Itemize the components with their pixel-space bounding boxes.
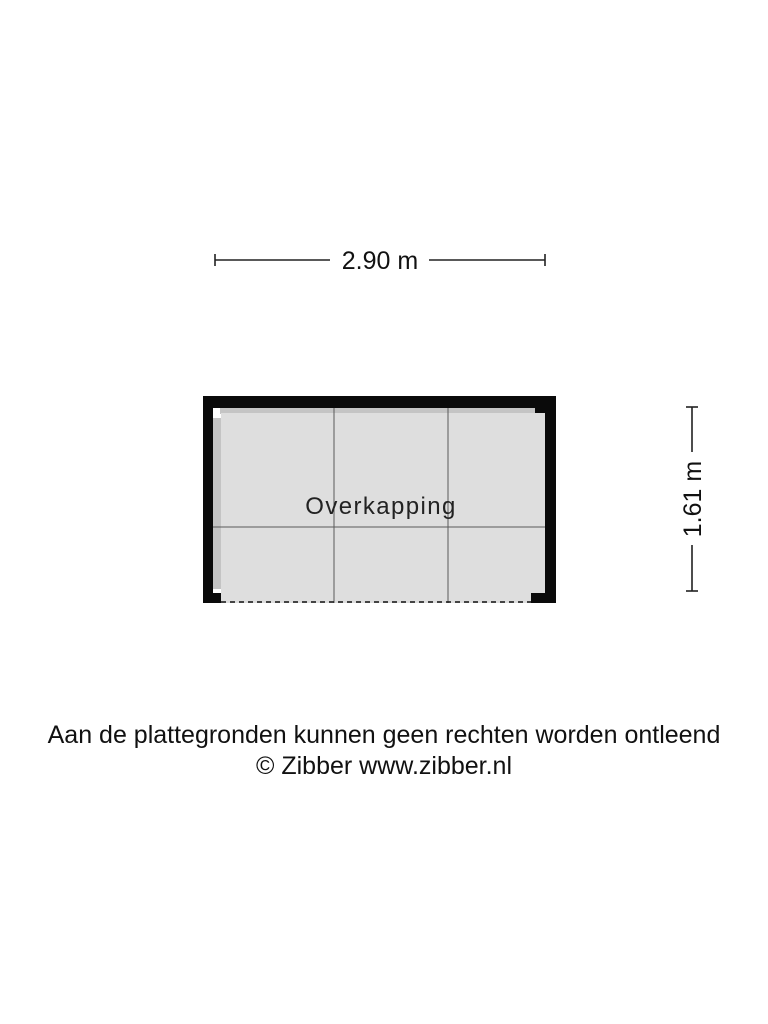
column-bottom-left	[203, 593, 221, 603]
room-label: Overkapping	[305, 493, 457, 520]
depth-dimension	[679, 407, 707, 591]
disclaimer-text: Aan de plattegronden kunnen geen rechten worden ontleend	[47, 721, 721, 749]
column-bottom-right	[531, 593, 556, 603]
wall-corner-top-right	[535, 406, 547, 413]
room-overkapping	[203, 396, 556, 603]
depth-dimension-label: 1.61 m	[679, 460, 707, 538]
width-dimension-label: 2.90 m	[341, 247, 419, 275]
wall-top	[203, 396, 556, 408]
wall-left	[203, 396, 213, 603]
wall-shadow-left	[213, 418, 221, 589]
copyright-text: © Zibber www.zibber.nl	[255, 752, 513, 780]
width-dimension	[215, 247, 545, 275]
wall-right	[545, 396, 556, 603]
